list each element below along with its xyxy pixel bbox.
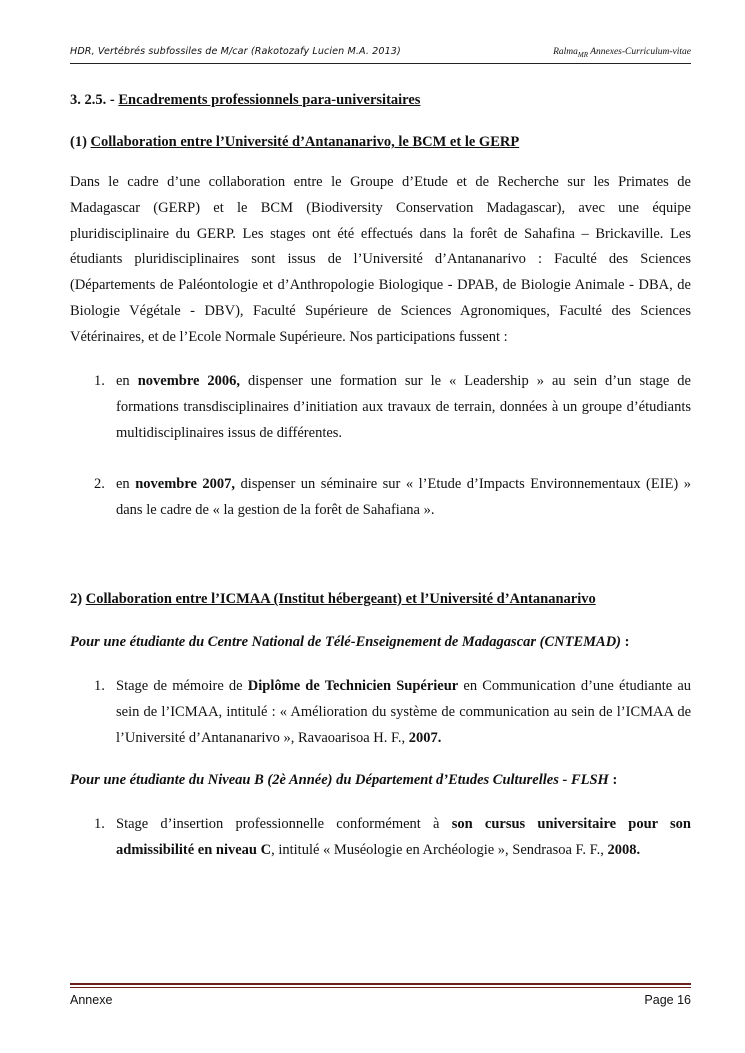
list-text-body: dispenser une formation sur le « Leadership » au sein d’un stage de formations transdisciplinaires d’initiation aux travaux de terrain, données à un groupe d’étudiants multidisciplinaires issus de différentes. — [116, 373, 691, 441]
list-number: 1. — [94, 373, 105, 389]
part1-heading — [70, 132, 691, 152]
section-number: 3. 2.5. - — [70, 92, 119, 108]
sub1-heading-text: Pour une étudiante du Centre National de Télé-Enseignement de Madagascar (CNTEMAD) — [70, 634, 622, 650]
section-title: Encadrements professionnels para-universitaires — [118, 92, 421, 108]
section-heading — [70, 90, 691, 110]
list-text — [116, 472, 691, 524]
list-item — [94, 472, 691, 524]
list-text-year: 2008. — [607, 841, 641, 858]
list-text — [116, 369, 691, 446]
footer-label: Annexe — [70, 993, 113, 1007]
list-text-pre: Stage de mémoire de — [116, 678, 248, 694]
footer-rule — [70, 983, 691, 988]
footer-rule-thin — [70, 987, 691, 988]
list-text-year: 2007. — [408, 729, 442, 746]
part2-title: Collaboration entre l’ICMAA (Institut hébergeant) et l’Université d’Antananarivo — [85, 591, 596, 607]
part1-paragraph: Dans le cadre d’une collaboration entre le Groupe d’Etude et de Recherche sur les Primates de Madagascar (GERP) et le BCM (Biodiversity Conservation Madagascar), avec une équipe pluridisciplinaire du GERP. Les stages ont été effectués dans la forêt de Sahafina – Brickaville. Les étudiants pluridisciplinaires sont issus de l’Université d’Antananarivo : Faculté des Sciences (Départements de Paléontologie et d’Anthropologie Biologique - DPAB, de Biologie Animale - DBA, de Biologie Végétale - DBV), Faculté Supérieure de Sciences Agronomiques, Faculté des Sciences Vétérinaires, et de l’Ecole Normale Supérieure. Nos participations fussent : — [70, 174, 691, 345]
list-item — [94, 674, 691, 751]
header-section-name: Annexes-Curriculum-vitae — [588, 47, 691, 57]
sub2-heading-colon: : — [608, 772, 618, 788]
list-text-body: en Communication d’une étudiante au sein de l’ICMAA, intitulé : « Amélioration du système de communication au sein de l’ICMAA de l’Université d’Antananarivo », Ravaoarisoa H. F., — [116, 678, 692, 746]
list-text-body: dispenser un séminaire sur « l’Etude d’Impacts Environnementaux (EIE) » dans le cadre de « la gestion de la forêt de Sahafiana ». — [116, 476, 691, 518]
header-rule — [70, 63, 691, 64]
part2-sub1-heading — [70, 632, 691, 652]
list-item — [94, 812, 691, 864]
list-item — [94, 369, 691, 446]
list-text-pre: en — [116, 373, 138, 389]
list-text-bold: Diplôme de Technicien Supérieur — [247, 678, 459, 694]
running-footer — [70, 993, 691, 1007]
page-number: Page 16 — [644, 993, 691, 1007]
part2-heading — [70, 589, 691, 609]
sub2-heading-text: Pour une étudiante du Niveau B (2è Année) du Département d’Etudes Culturelles - FLSH — [70, 772, 609, 788]
part1-prefix: (1) — [70, 134, 91, 150]
header-author-sub: MR — [577, 50, 589, 59]
list-text-date: novembre 2007, — [135, 476, 236, 492]
part2-sub2-heading — [70, 770, 691, 790]
list-text-pre: Stage d’insertion professionnelle conformément à — [116, 816, 452, 832]
footer-rule-thick — [70, 983, 691, 985]
list-text-pre: en — [116, 476, 136, 492]
header-author-tag: Ralma — [553, 47, 578, 57]
header-title: HDR, Vertébrés subfossiles de M/car (Rakotozafy Lucien M.A. 2013) — [70, 46, 401, 57]
header-section — [553, 47, 691, 59]
list-text-body: , intitulé « Muséologie en Archéologie », Sendrasoa F. F., — [271, 841, 608, 858]
list-number: 1. — [94, 678, 105, 694]
list-text — [116, 674, 691, 751]
list-number: 1. — [94, 816, 105, 832]
list-number: 2. — [94, 476, 105, 492]
running-header — [70, 46, 691, 59]
list-text — [116, 812, 691, 864]
sub1-heading-colon: : — [621, 634, 630, 650]
list-text-bold: son cursus universitaire pour son admissibilité en niveau C — [116, 816, 691, 858]
part1-title: Collaboration entre l’Université d’Antananarivo, le BCM et le GERP — [90, 134, 520, 150]
part2-prefix: 2) — [70, 591, 86, 607]
list-text-date: novembre 2006, — [137, 373, 241, 389]
